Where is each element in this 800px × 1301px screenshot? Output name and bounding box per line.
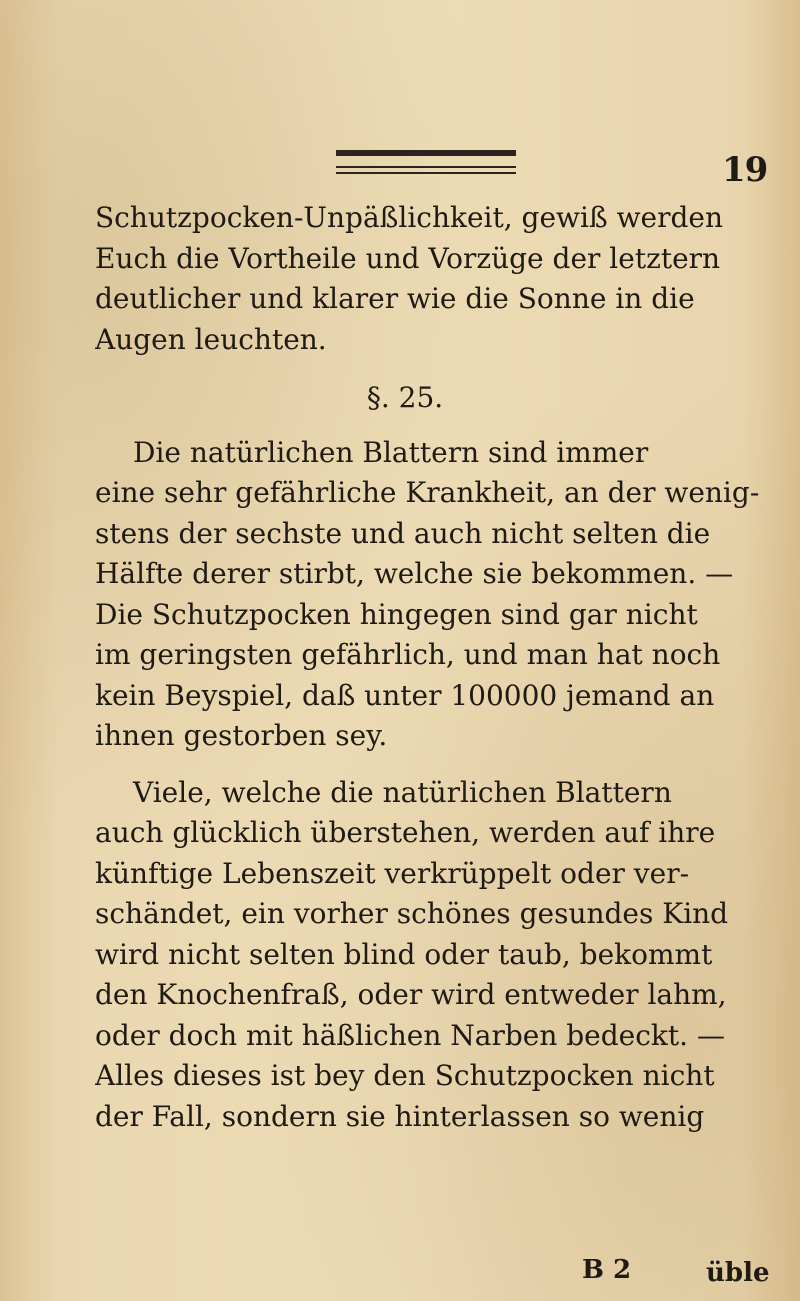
paragraph-3 [95,773,775,1138]
body-text [95,198,775,1137]
text-line: stens der sechste und auch nicht selten die [95,516,711,550]
paragraph-1 [95,198,775,360]
text-line: ihnen gestorben sey. [95,719,388,752]
page-number: 19 [722,150,768,190]
text-line: im geringsten gefährlich, und man hat noch [95,638,721,671]
text-line: Hälfte derer stirbt, welche sie bekommen. — [95,557,734,590]
text-line: oder doch mit häßlichen Narben bedeckt. — [95,1018,725,1052]
text-line: deutlicher und klarer wie die Sonne in die [95,282,695,315]
text-line: wird nicht selten blind oder taub, bekommt [95,937,713,971]
text-line: den Knochenfraß, oder wird entweder lahm, [95,978,727,1011]
text-line: Viele, welche die natürlichen Blattern [133,775,672,809]
header-rule-thin [336,166,516,168]
text-line: schändet, ein vorher schönes gesundes Kind [95,897,729,930]
text-line: Die Schutzpocken hingegen sind gar nicht [95,597,698,631]
text-line: Die natürlichen Blattern sind immer [133,435,649,469]
paragraph-gap [95,757,775,773]
catchword: üble [706,1258,770,1288]
text-line: Euch die Vortheile und Vorzüge der letztern [95,241,721,275]
text-line: auch glücklich überstehen, werden auf ihre [95,816,716,849]
section-heading: §. 25. [366,381,444,414]
header-rule-thick [336,150,516,156]
signature-mark: B 2 [582,1255,632,1285]
paragraph-2 [95,433,775,757]
header-rule-thin [336,172,516,174]
text-line: der Fall, sondern sie hinterlassen so wenig [95,1099,705,1133]
text-line: Schutzpocken-Unpäßlichkeit, gewiß werden [95,201,724,234]
text-line: kein Beyspiel, daß unter 100000 jemand an [95,678,715,712]
text-line: eine sehr gefährliche Krankheit, an der wenig- [95,476,760,509]
text-line: Alles dieses ist bey den Schutzpocken nicht [95,1059,715,1092]
text-line: Augen leuchten. [95,322,327,356]
text-line: künftige Lebenszeit verkrüppelt oder ver- [95,856,690,890]
header-rule [336,150,516,178]
